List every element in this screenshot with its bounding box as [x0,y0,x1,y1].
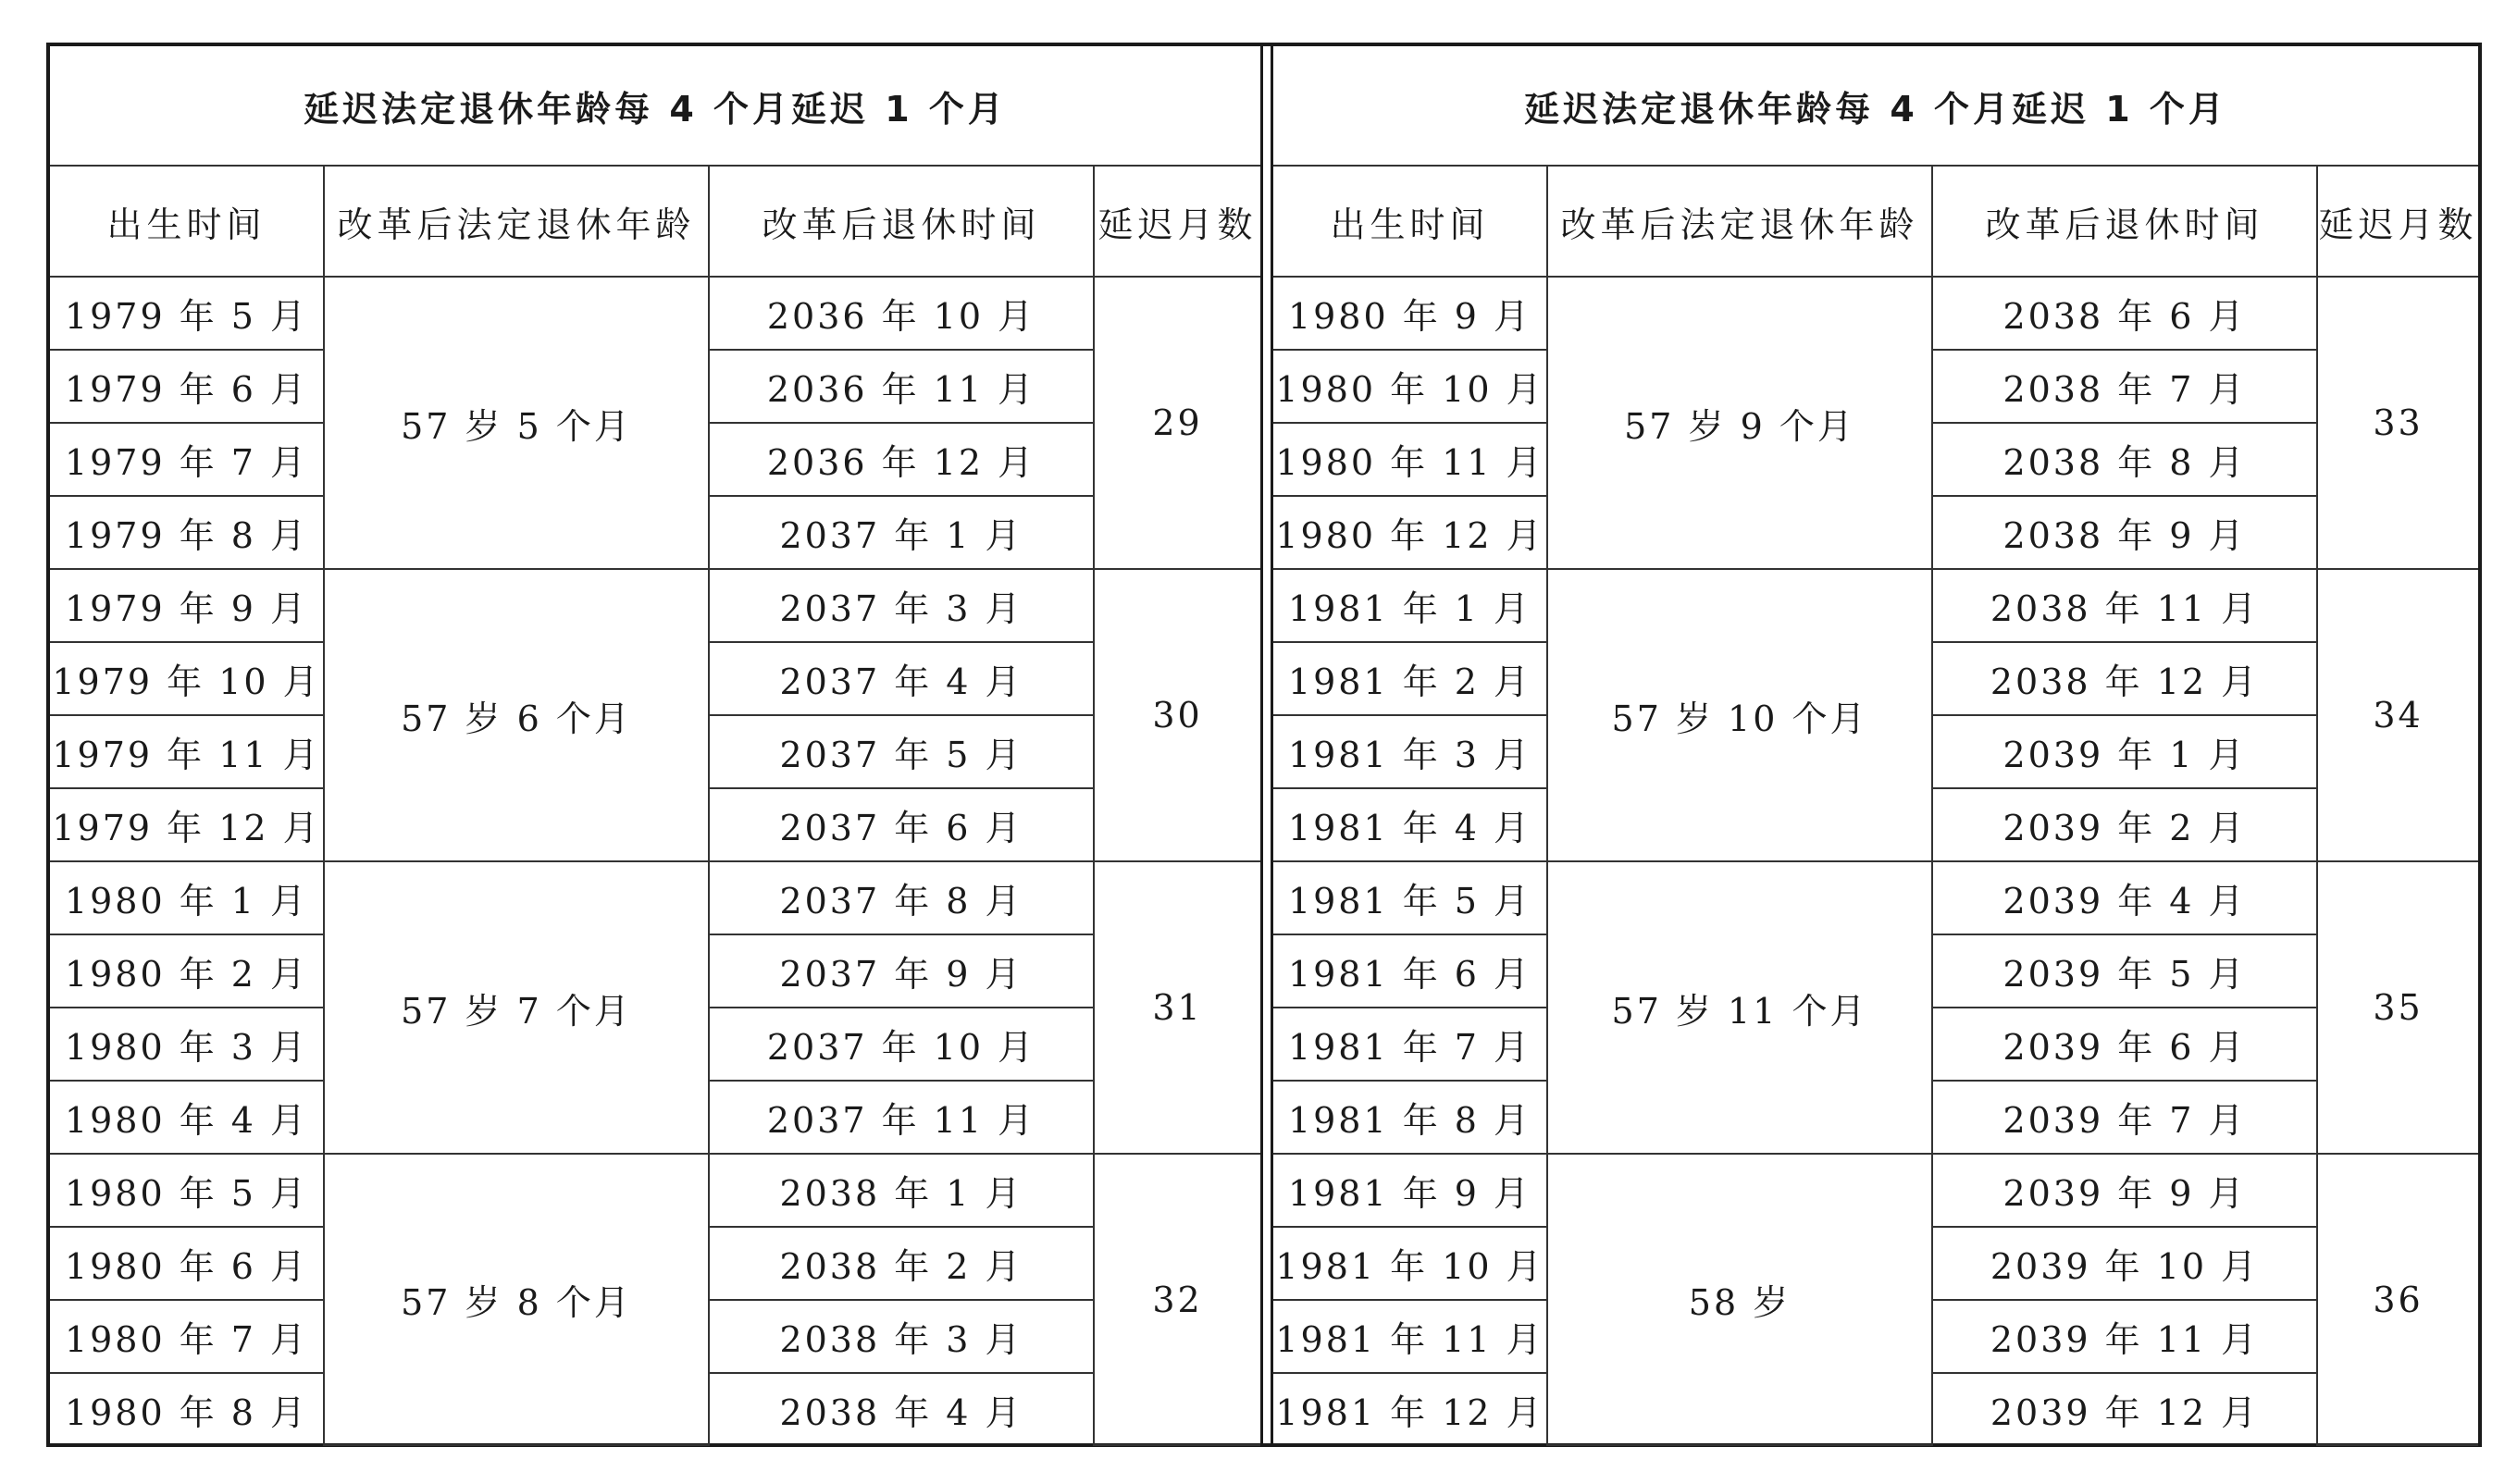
table-row [1273,861,2478,934]
birth-time-cell: 1981 年 10 月 [1273,1227,1547,1300]
retirement-age-table [46,43,2482,1447]
retirement-time-cell: 2037 年 11 月 [709,1081,1094,1154]
table-row [50,277,1260,350]
retirement-time-cell: 2038 年 2 月 [709,1227,1094,1300]
retirement-time-cell: 2037 年 1 月 [709,496,1094,569]
birth-time-cell: 1980 年 10 月 [1273,350,1547,423]
retirement-time-cell: 2039 年 5 月 [1932,934,2317,1008]
retirement-age-cell: 57 岁 8 个月 [324,1154,709,1445]
birth-time-cell: 1981 年 1 月 [1273,569,1547,642]
header-delay-months: 延迟月数 [1094,166,1260,277]
birth-time-cell: 1980 年 8 月 [50,1373,324,1445]
birth-time-cell: 1980 年 12 月 [1273,496,1547,569]
birth-time-cell: 1980 年 2 月 [50,934,324,1008]
birth-time-cell: 1979 年 6 月 [50,350,324,423]
birth-time-cell: 1981 年 11 月 [1273,1300,1547,1373]
delay-months-cell: 36 [2317,1154,2478,1445]
retirement-age-cell: 57 岁 9 个月 [1547,277,1932,569]
retirement-time-cell: 2038 年 11 月 [1932,569,2317,642]
retirement-time-cell: 2039 年 7 月 [1932,1081,2317,1154]
birth-time-cell: 1979 年 9 月 [50,569,324,642]
retirement-time-cell: 2037 年 5 月 [709,715,1094,788]
retirement-time-cell: 2037 年 4 月 [709,642,1094,715]
birth-time-cell: 1979 年 11 月 [50,715,324,788]
retirement-age-cell: 57 岁 6 个月 [324,569,709,861]
retirement-time-cell: 2039 年 12 月 [1932,1373,2317,1445]
retirement-time-cell: 2038 年 8 月 [1932,423,2317,496]
retirement-time-cell: 2037 年 8 月 [709,861,1094,934]
retirement-time-cell: 2037 年 3 月 [709,569,1094,642]
birth-time-cell: 1980 年 11 月 [1273,423,1547,496]
table-title: 延迟法定退休年龄每 4 个月延迟 1 个月 [1273,46,2478,166]
table-row [50,861,1260,934]
birth-time-cell: 1980 年 6 月 [50,1227,324,1300]
retirement-time-cell: 2037 年 9 月 [709,934,1094,1008]
retirement-time-cell: 2039 年 2 月 [1932,788,2317,861]
delay-months-cell: 35 [2317,861,2478,1154]
birth-time-cell: 1981 年 7 月 [1273,1008,1547,1081]
retirement-time-cell: 2039 年 11 月 [1932,1300,2317,1373]
birth-time-cell: 1981 年 12 月 [1273,1373,1547,1445]
retirement-time-cell: 2039 年 1 月 [1932,715,2317,788]
birth-time-cell: 1981 年 6 月 [1273,934,1547,1008]
birth-time-cell: 1981 年 2 月 [1273,642,1547,715]
birth-time-cell: 1979 年 5 月 [50,277,324,350]
retirement-time-cell: 2038 年 3 月 [709,1300,1094,1373]
birth-time-cell: 1980 年 1 月 [50,861,324,934]
birth-time-cell: 1980 年 9 月 [1273,277,1547,350]
header-retirement-time: 改革后退休时间 [709,166,1094,277]
birth-time-cell: 1980 年 4 月 [50,1081,324,1154]
birth-time-cell: 1981 年 4 月 [1273,788,1547,861]
table-row [50,1154,1260,1227]
retirement-time-cell: 2039 年 4 月 [1932,861,2317,934]
retirement-time-cell: 2038 年 12 月 [1932,642,2317,715]
table-row [50,569,1260,642]
header-delay-months: 延迟月数 [2317,166,2478,277]
retirement-age-cell: 57 岁 11 个月 [1547,861,1932,1154]
retirement-age-cell: 57 岁 7 个月 [324,861,709,1154]
retirement-time-cell: 2036 年 12 月 [709,423,1094,496]
retirement-time-cell: 2036 年 10 月 [709,277,1094,350]
delay-months-cell: 30 [1094,569,1260,861]
table-title: 延迟法定退休年龄每 4 个月延迟 1 个月 [50,46,1260,166]
birth-time-cell: 1980 年 3 月 [50,1008,324,1081]
right-table [1273,46,2478,1446]
right-table-panel [1273,46,2478,1443]
retirement-age-cell: 57 岁 10 个月 [1547,569,1932,861]
retirement-time-cell: 2039 年 9 月 [1932,1154,2317,1227]
table-row [1273,277,2478,350]
retirement-time-cell: 2038 年 7 月 [1932,350,2317,423]
birth-time-cell: 1979 年 7 月 [50,423,324,496]
retirement-time-cell: 2038 年 4 月 [709,1373,1094,1445]
double-divider [1260,46,1273,1443]
birth-time-cell: 1981 年 3 月 [1273,715,1547,788]
retirement-time-cell: 2038 年 1 月 [709,1154,1094,1227]
header-birth-time: 出生时间 [50,166,324,277]
retirement-age-cell: 57 岁 5 个月 [324,277,709,569]
delay-months-cell: 29 [1094,277,1260,569]
birth-time-cell: 1980 年 5 月 [50,1154,324,1227]
delay-months-cell: 31 [1094,861,1260,1154]
birth-time-cell: 1981 年 9 月 [1273,1154,1547,1227]
header-retirement-time: 改革后退休时间 [1932,166,2317,277]
header-birth-time: 出生时间 [1273,166,1547,277]
header-retirement-age: 改革后法定退休年龄 [324,166,709,277]
table-row [1273,1154,2478,1227]
delay-months-cell: 32 [1094,1154,1260,1445]
birth-time-cell: 1979 年 8 月 [50,496,324,569]
retirement-time-cell: 2039 年 10 月 [1932,1227,2317,1300]
retirement-age-cell: 58 岁 [1547,1154,1932,1445]
header-retirement-age: 改革后法定退休年龄 [1547,166,1932,277]
left-table [50,46,1260,1446]
retirement-time-cell: 2039 年 6 月 [1932,1008,2317,1081]
retirement-time-cell: 2036 年 11 月 [709,350,1094,423]
birth-time-cell: 1980 年 7 月 [50,1300,324,1373]
birth-time-cell: 1979 年 12 月 [50,788,324,861]
delay-months-cell: 34 [2317,569,2478,861]
retirement-time-cell: 2037 年 6 月 [709,788,1094,861]
retirement-time-cell: 2037 年 10 月 [709,1008,1094,1081]
table-row [1273,569,2478,642]
birth-time-cell: 1979 年 10 月 [50,642,324,715]
delay-months-cell: 33 [2317,277,2478,569]
birth-time-cell: 1981 年 8 月 [1273,1081,1547,1154]
birth-time-cell: 1981 年 5 月 [1273,861,1547,934]
retirement-time-cell: 2038 年 9 月 [1932,496,2317,569]
left-table-panel [50,46,1260,1443]
retirement-time-cell: 2038 年 6 月 [1932,277,2317,350]
